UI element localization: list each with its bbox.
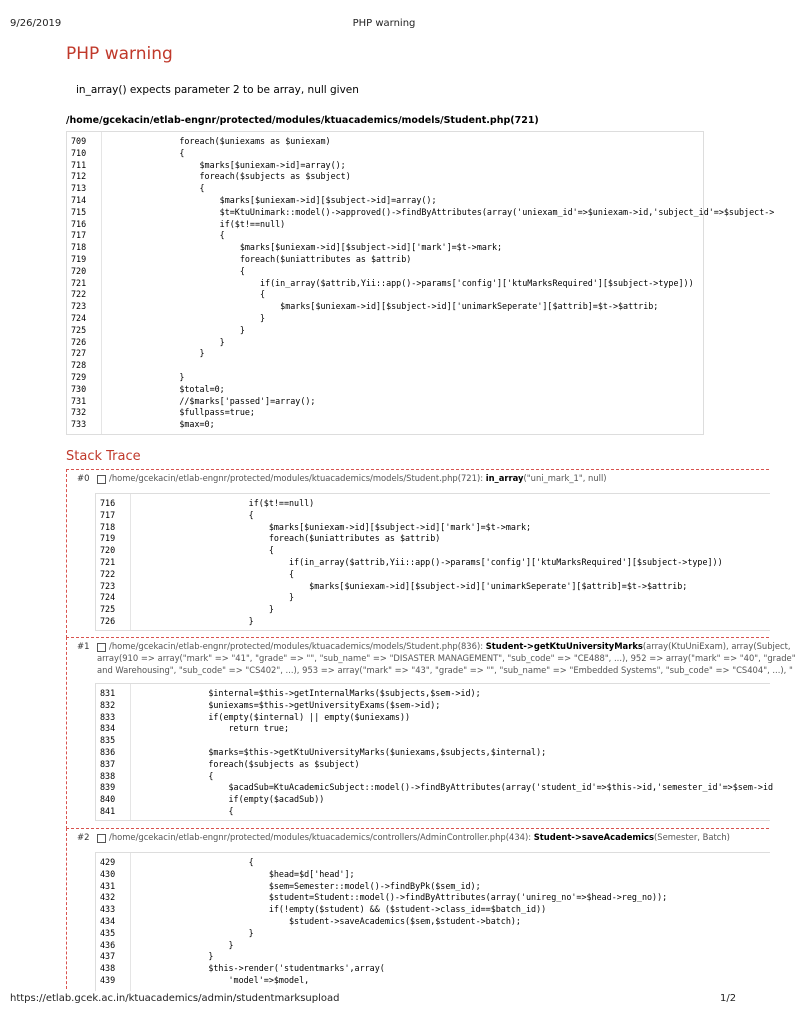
line-number: 720	[71, 265, 87, 276]
line-number: 438	[100, 963, 116, 974]
code-line: }	[168, 939, 234, 950]
code-line: foreach($uniexams as $uniexam)	[139, 136, 331, 146]
code-line: foreach($uniattributes as $attrib)	[168, 533, 441, 544]
code-line: if(in_array($attrib,Yii::app()->params['config']['ktuMarksRequired'][$subject->type]))	[168, 557, 723, 567]
code-line: }	[139, 336, 225, 347]
trace-item-1	[66, 637, 796, 829]
line-number: 724	[100, 592, 116, 603]
code-line: }	[139, 324, 245, 335]
line-number: 732	[71, 407, 87, 418]
line-number: 726	[100, 616, 116, 626]
code-line: }	[139, 348, 205, 359]
code-line: {	[139, 183, 205, 194]
line-number: 715	[71, 206, 87, 217]
code-line: {	[168, 545, 274, 556]
trace-call: /home/gcekacin/etlab-engnr/protected/modules/ktuacademics/controllers/AdminController.php(434): Student->saveAcademics(Semester, Batch)	[109, 832, 730, 842]
trace-item-2	[66, 828, 769, 989]
stack-trace-title: Stack Trace	[66, 449, 141, 464]
expand-toggle-icon[interactable]	[97, 475, 106, 484]
line-number: 712	[71, 171, 87, 182]
trace-args-continued: and Warehousing", "sub_code" => "CS402", ...), 953 => array("mark" => "43", "grade" => "", "sub_name" => "Embedded Systems", "sub_code" => "CS404", ...), "	[97, 665, 793, 675]
code-line: {	[139, 265, 245, 276]
line-number: 719	[100, 533, 116, 544]
line-number: 718	[71, 242, 87, 253]
code-line: $total=0;	[139, 383, 225, 394]
code-line: }	[168, 616, 254, 626]
line-number: 721	[71, 277, 87, 288]
trace-args-continued: array(910 => array("mark" => "41", "grade" => "", "sub_name" => "DISASTER MANAGEMENT", "sub_code" => "CE488", ...), 952 => array("mark" => "40", "grade"	[97, 653, 796, 663]
line-number: 726	[71, 336, 87, 347]
line-number: 841	[100, 806, 116, 816]
line-number: 709	[71, 136, 87, 146]
print-url: https://etlab.gcek.ac.in/ktuacademics/admin/studentmarksupload	[10, 993, 340, 1004]
trace-call: /home/gcekacin/etlab-engnr/protected/modules/ktuacademics/models/Student.php(836): Student->getKtuUniversityMarks(array(KtuUniExam), array(Subject,	[109, 641, 791, 651]
line-number: 723	[100, 580, 116, 591]
code-line: $marks[$uniexam->id][$subject->id]['mark']=$t->mark;	[139, 242, 503, 253]
line-number: 733	[71, 419, 87, 430]
line-number: 723	[71, 301, 87, 312]
line-number: 713	[71, 183, 87, 194]
error-message: in_array() expects parameter 2 to be array, null given	[76, 84, 359, 96]
code-line: {	[168, 509, 254, 520]
code-line: if(empty($acadSub))	[168, 794, 325, 805]
line-number: 833	[100, 711, 116, 722]
trace-call: /home/gcekacin/etlab-engnr/protected/modules/ktuacademics/models/Student.php(721): in_array("uni_mark_1", null)	[109, 473, 607, 483]
code-line: $max=0;	[139, 419, 215, 430]
code-line: $marks[$uniexam->id][$subject->id]['mark']=$t->mark;	[168, 521, 532, 532]
line-number: 731	[71, 395, 87, 406]
code-line: {	[139, 289, 266, 300]
line-number: 721	[100, 557, 116, 567]
code-line: {	[168, 568, 295, 579]
line-number: 835	[100, 735, 116, 746]
code-line: if($t!==null)	[139, 218, 286, 229]
line-number: 832	[100, 699, 116, 710]
line-number: 431	[100, 880, 116, 891]
code-line: {	[168, 770, 214, 781]
code-line: $head=$d['head'];	[168, 868, 355, 879]
code-line: $marks[$uniexam->id][$subject->id]['unimarkSeperate'][$attrib]=$t->$attrib;	[168, 580, 688, 591]
line-number: 435	[100, 927, 116, 938]
line-number: 834	[100, 723, 116, 734]
code-line: $student->saveAcademics($sem,$student->batch);	[168, 916, 521, 926]
line-number: 434	[100, 916, 116, 926]
line-number: 728	[71, 360, 87, 371]
line-number: 838	[100, 770, 116, 781]
code-line: $this->render('studentmarks',array(	[168, 963, 385, 974]
line-number: 716	[71, 218, 87, 229]
line-number: 719	[71, 254, 87, 264]
trace-index: #2	[77, 833, 90, 843]
code-line: {	[139, 147, 185, 158]
code-line: foreach($uniattributes as $attrib)	[139, 254, 412, 264]
line-number: 840	[100, 794, 116, 805]
code-line: $uniexams=$this->getUniversityExams($sem->id);	[168, 699, 441, 710]
code-line: $acadSub=KtuAcademicSubject::model()->findByAttributes(array('student_id'=>$this->id,'semester_id'=>$sem->id	[168, 782, 774, 793]
line-number: 439	[100, 975, 116, 985]
line-number: 730	[71, 383, 87, 394]
code-line: $t=KtuUnimark::model()->approved()->findByAttributes(array('uniexam_id'=>$uniexam->id,'subject_id'=>$subject->	[139, 206, 775, 217]
line-number: 716	[100, 498, 116, 508]
line-number: 717	[71, 230, 87, 241]
line-number: 432	[100, 892, 116, 903]
code-line: $internal=$this->getInternalMarks($subjects,$sem->id);	[168, 688, 481, 698]
code-line: $sem=Semester::model()->findByPk($sem_id);	[168, 880, 481, 891]
code-line: {	[168, 857, 254, 867]
trace-code-block	[95, 683, 774, 821]
line-number: 714	[71, 195, 87, 205]
line-number: 839	[100, 782, 116, 793]
code-line: 'model'=>$model,	[168, 975, 310, 985]
code-line: }	[168, 951, 214, 962]
line-number: 720	[100, 545, 116, 556]
code-line: $marks[$uniexam->id]=array();	[139, 159, 346, 170]
line-number: 437	[100, 951, 116, 962]
line-number: 722	[100, 568, 116, 579]
source-code-block	[66, 131, 775, 435]
code-line: }	[168, 604, 274, 615]
code-line: foreach($subjects as $subject)	[139, 171, 351, 182]
line-number: 430	[100, 868, 116, 879]
line-number: 837	[100, 758, 116, 769]
line-number: 724	[71, 313, 87, 323]
print-date: 9/26/2019	[10, 18, 62, 29]
code-line: foreach($subjects as $subject)	[168, 758, 360, 769]
code-line: //$marks['passed']=array();	[139, 395, 316, 406]
line-number: 436	[100, 939, 116, 950]
trace-item-0	[66, 469, 769, 638]
code-line: if(empty($internal) || empty($uniexams))	[168, 711, 411, 722]
line-number: 725	[100, 604, 116, 615]
line-number: 836	[100, 747, 116, 757]
code-line: }	[168, 592, 295, 603]
code-line: {	[139, 230, 225, 241]
page-title: PHP warning	[66, 44, 173, 64]
code-line: }	[139, 313, 266, 323]
code-line: $marks[$uniexam->id][$subject->id]['unimarkSeperate'][$attrib]=$t->$attrib;	[139, 301, 659, 312]
trace-code-block	[95, 493, 770, 631]
code-line: if($t!==null)	[168, 498, 315, 508]
code-line: $marks[$uniexam->id][$subject->id]=array();	[139, 195, 437, 205]
code-line: }	[139, 372, 185, 382]
line-number: 710	[71, 147, 87, 158]
print-page-number: 1/2	[720, 993, 737, 1004]
line-number: 718	[100, 521, 116, 532]
expand-toggle-icon[interactable]	[97, 643, 106, 652]
error-file-path: /home/gcekacin/etlab-engnr/protected/modules/ktuacademics/models/Student.php(721)	[66, 115, 539, 126]
line-number: 729	[71, 372, 87, 382]
code-line: $student=Student::model()->findByAttributes(array('unireg_no'=>$head->reg_no));	[168, 892, 668, 903]
trace-index: #0	[77, 474, 90, 484]
trace-code-block	[95, 852, 770, 991]
code-line: $marks=$this->getKtuUniversityMarks($uniexams,$subjects,$internal);	[168, 747, 547, 757]
code-line: }	[168, 927, 254, 938]
code-line: if(!empty($student) && ($student->class_id==$batch_id))	[168, 904, 547, 915]
trace-index: #1	[77, 642, 90, 652]
line-number: 429	[100, 857, 116, 867]
code-line: {	[168, 806, 234, 816]
line-number: 727	[71, 348, 87, 359]
line-number: 831	[100, 688, 116, 698]
print-title: PHP warning	[352, 18, 416, 29]
code-line: $fullpass=true;	[139, 407, 255, 418]
line-number: 717	[100, 509, 116, 520]
line-number: 711	[71, 159, 87, 170]
code-line: if(in_array($attrib,Yii::app()->params['config']['ktuMarksRequired'][$subject->type]))	[139, 277, 694, 288]
code-line: return true;	[168, 723, 290, 734]
line-number: 725	[71, 324, 87, 335]
line-number: 722	[71, 289, 87, 300]
expand-toggle-icon[interactable]	[97, 834, 106, 843]
line-number: 433	[100, 904, 116, 915]
